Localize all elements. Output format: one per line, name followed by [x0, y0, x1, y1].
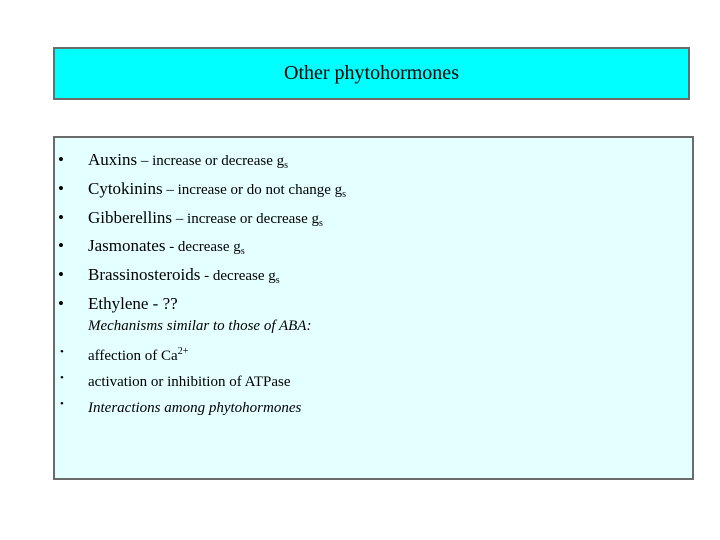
hormone-name: Jasmonates — [88, 236, 166, 256]
list-item — [55, 232, 692, 261]
hormone-name: Gibberellins — [88, 207, 173, 227]
mechanisms-heading: Mechanisms similar to those of ABA: — [88, 318, 312, 334]
hormone-effect: – increase or decrease g — [172, 210, 320, 227]
list-item — [55, 391, 692, 417]
hormone-effect: - decrease g — [165, 239, 241, 256]
bullet-icon: • — [60, 398, 64, 410]
list-item — [55, 365, 692, 391]
bullet-icon: • — [58, 150, 64, 169]
hormone-list — [55, 146, 692, 319]
bullet-icon: • — [58, 265, 64, 285]
hormone-name: Auxins — [88, 150, 138, 169]
hormone-name: Ethylene — [88, 293, 149, 313]
subscript: s — [240, 246, 245, 258]
hormone-effect: – increase or decrease g — [137, 153, 285, 169]
bullet-icon: • — [58, 293, 64, 313]
subscript: s — [284, 160, 289, 171]
bullet-icon: • — [60, 346, 64, 358]
list-item — [55, 204, 692, 233]
mechanism-list — [55, 339, 692, 417]
list-item — [55, 261, 692, 290]
hormone-effect: - decrease g — [200, 268, 276, 285]
mechanism-text: Interactions among phytohormones — [88, 400, 302, 416]
superscript: 2+ — [177, 346, 189, 357]
bullet-icon: • — [58, 207, 64, 227]
bullet-icon: • — [58, 178, 64, 198]
subscript: s — [319, 217, 323, 229]
mechanism-text: activation or inhibition of ATPase — [88, 374, 291, 390]
list-item — [55, 290, 692, 319]
hormone-name: Cytokinins — [88, 178, 163, 198]
slide-title: Other phytohormones — [284, 62, 459, 84]
hormone-name: Brassinosteroids — [88, 265, 201, 285]
bullet-icon: • — [60, 372, 64, 384]
hormone-effect: – increase or do not change g — [162, 181, 343, 198]
list-item-text — [88, 391, 301, 421]
bullet-icon: • — [58, 236, 64, 256]
list-item — [55, 146, 692, 175]
content-box — [53, 136, 694, 480]
hormone-effect: - ?? — [148, 293, 178, 313]
list-item — [55, 175, 692, 204]
list-item — [55, 339, 692, 365]
subscript: s — [342, 188, 347, 200]
slide-title-box — [53, 47, 690, 100]
mechanism-text: affection of Ca — [88, 348, 178, 364]
subscript: s — [275, 275, 280, 287]
